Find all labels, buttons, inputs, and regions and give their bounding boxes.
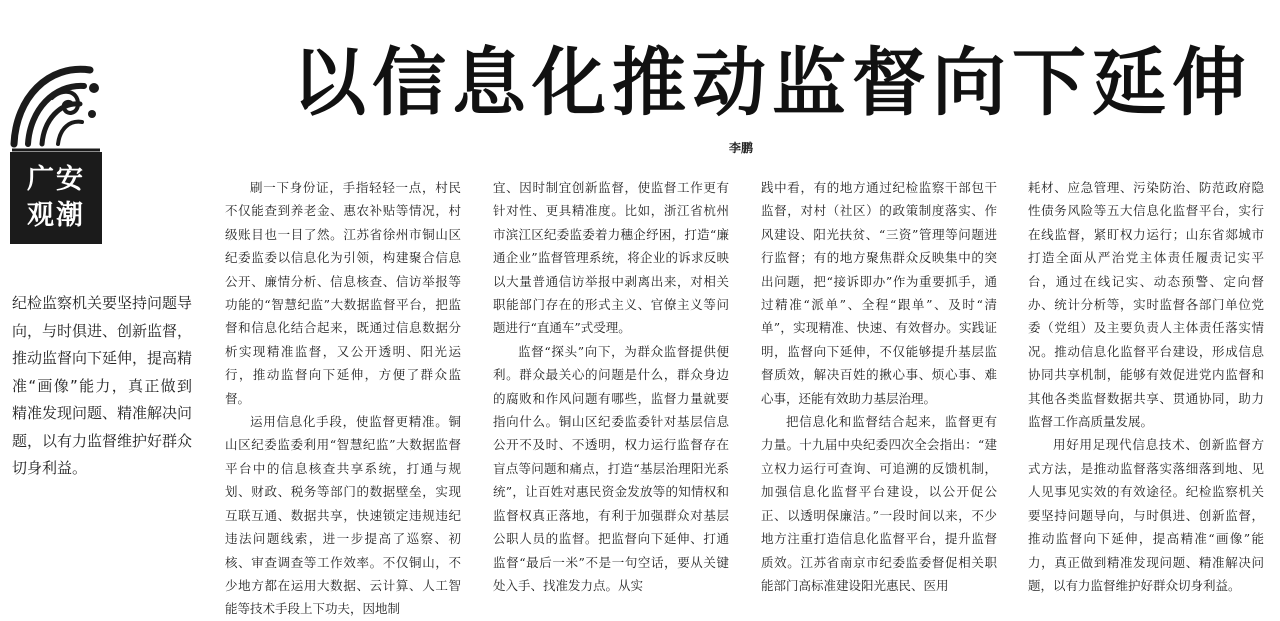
article-headline: 以信息化推动监督向下延伸 (292, 40, 1252, 126)
article-paragraph: 宜、因时制宜创新监督，使监督工作更有针对性、更具精准度。比如，浙江省杭州市滨江区纪委监委着力穗企纾困，打造“廉通企业”监督管理系统，将企业的诉求反映以大量普通信访举报中剥离出来，对相关职能部门存在的形式主义、官僚主义等问题进行“直通车”式受理。 (493, 180, 729, 336)
article-paragraph: 用好用足现代信息技术、创新监督方式方法，是推动监督落实落细落到地、见人见事见实效的有效途径。纪检监察机关要坚持问题导向，与时俱进、创新监督，推动监督向下延伸，提高精准“画像”能力，真正做到精准发现问题、精准解决问题，以有力监督维护好群众切身利益。 (1028, 437, 1264, 593)
article-column-2 (493, 176, 729, 593)
wave-logo-icon (8, 58, 104, 152)
column-badge (10, 152, 102, 244)
column-badge-line2: 观潮 (27, 200, 85, 231)
article-paragraph: 刷一下身份证，手指轻轻一点，村民不仅能查到养老金、惠农补贴等情况，村级账目也一目了然。江苏省徐州市铜山区纪委监委以信息化为引领，构建聚合信息公开、廉情分析、信息核查、信访举报等功能的“智慧纪监”大数据监督平台，把监督和信息化结合起来，既通过信息数据分析实现精准监督，又公开透明、阳光运行，推动监督向下延伸，方便了群众监督。 (225, 180, 461, 406)
article-paragraph: 耗材、应急管理、污染防治、防范政府隐性债务风险等五大信息化监督平台，实行在线监督，紧盯权力运行；山东省郯城市打造全面从严治党主体责任履责记实平台，通过在线记实、动态预警、定向督办、统计分析等，实时监督各部门单位党委（党组）及主要负责人主体责任落实情况。推动信息化监督平台建设，形成信息协同共享机制，能够有效促进党内监督和其他各类监督数据共享、贯通协同，助力监督工作高质量发展。 (1028, 180, 1264, 430)
article-paragraph: 监督“探头”向下，为群众监督提供便利。群众最关心的问题是什么，群众身边的腐败和作风问题有哪些，监督力量就要指向什么。铜山区纪委监委针对基层信息公开不及时、不透明，权力运行监督存在盲点等问题和痛点，打造“基层治理阳光系统”，让百姓对惠民资金发放等的知情权和监督权真正落地，有利于加强群众对基层公职人员的监督。把监督向下延伸、打通监督“最后一米”不是一句空话，要从关键处入手、找准发力点。从实 (493, 343, 729, 593)
article-paragraph: 运用信息化手段，使监督更精准。铜山区纪委监委利用“智慧纪监”大数据监督平台中的信息核查共享系统，打通与规划、财政、税务等部门的数据壁垒，实现互联互通、数据共享，快速锁定违规违纪违法问题线索，进一步提高了巡察、初核、审查调查等工作效率。不仅铜山，不少地方都在运用大数据、云计算、人工智能等技术手段上下功夫，因地制 (225, 414, 461, 617)
article-lead-summary: 纪检监察机关要坚持问题导向，与时俱进、创新监督，推动监督向下延伸，提高精准“画像”能力，真正做到精准发现问题、精准解决问题，以有力监督维护好群众切身利益。 (12, 294, 193, 477)
column-badge-line1: 广安 (27, 164, 85, 195)
article-paragraph: 践中看，有的地方通过纪检监察干部包干监督，对村（社区）的政策制度落实、作风建设、阳光扶贫、“三资”管理等问题进行监督；有的地方聚焦群众反映集中的突出问题，把“接诉即办”作为重要抓手，通过精准“派单”、全程“跟单”、及时“清单”，实现精准、快速、有效督办。实践证明，监督向下延伸，不仅能够提升基层监督质效，解决百姓的揪心事、烦心事、难心事，还能有效助力基层治理。 (761, 180, 997, 406)
article-column-1 (225, 176, 461, 617)
article-byline: 李鹏 (729, 141, 754, 155)
article-column-4 (1028, 176, 1264, 593)
article-column-3 (761, 176, 997, 593)
article-paragraph: 把信息化和监督结合起来，监督更有力量。十九届中央纪委四次全会指出：“建立权力运行可查询、可追溯的反馈机制，加强信息化监督平台建设，以公开促公正、以透明保廉洁。”一段时间以来，不少地方注重打造信息化监督平台，提升监督质效。江苏省南京市纪委监委督促相关职能部门高标准建设阳光惠民、医用 (761, 414, 997, 593)
